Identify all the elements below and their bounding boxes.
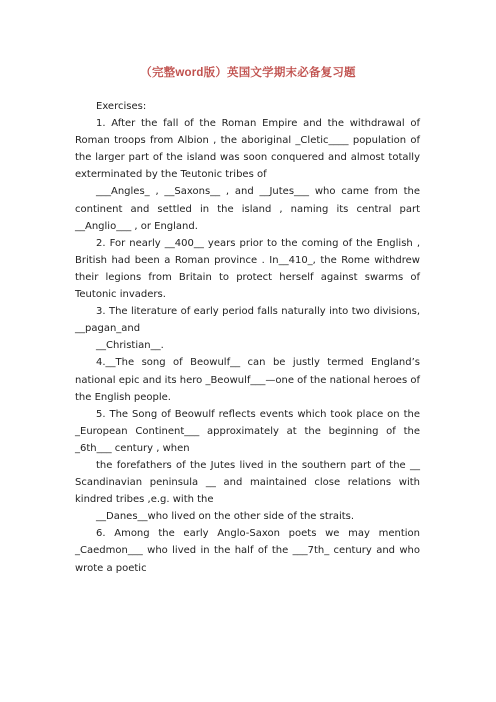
paragraph: 2. For nearly __400__ years prior to the coming of the English , British had been a Roman province . In__410_, the Rome withdrew their legions from Britain to protect herself against swarms of Teutonic invaders. <box>75 237 420 301</box>
paragraph: ___Angles_ , __Saxons__ , and __Jutes___ who came from the continent and settled in the island , naming its central part __Anglio___ , or England. <box>75 186 420 232</box>
paragraph: 6. Among the early Anglo-Saxon poets we may mention _Caedmon___ who lived in the half of the ___7th_ century and who wrote a poetic <box>75 528 420 574</box>
document-body <box>75 98 420 577</box>
exercises-heading: Exercises: <box>96 101 147 112</box>
paragraph: 4.__The song of Beowulf__ can be justly termed England’s national epic and its hero _Beowulf___—one of the national heroes of the English people. <box>75 357 420 403</box>
document-title: （完整word版）英国文学期末必备复习题 <box>140 67 356 79</box>
paragraph: 1. After the fall of the Roman Empire and the withdrawal of Roman troops from Albion , the aboriginal _Cletic____ population of the larger part of the island was soon conquered and almost totally exterminated by the Teutonic tribes of <box>75 118 420 181</box>
paragraph: 5. The Song of Beowulf reflects events which took place on the _European Continent___ approximately at the beginning of the _6th___ century , when <box>75 408 420 454</box>
paragraph: the forefathers of the Jutes lived in the southern part of the __ Scandinavian peninsula __ and maintained close relations with kindred tribes ,e.g. with the <box>75 459 420 506</box>
paragraph: __Danes__who lived on the other side of the straits. <box>96 511 355 523</box>
paragraph: __Christian__. <box>96 340 164 352</box>
paragraph: 3. The literature of early period falls naturally into two divisions, __pagan_and <box>75 306 420 335</box>
